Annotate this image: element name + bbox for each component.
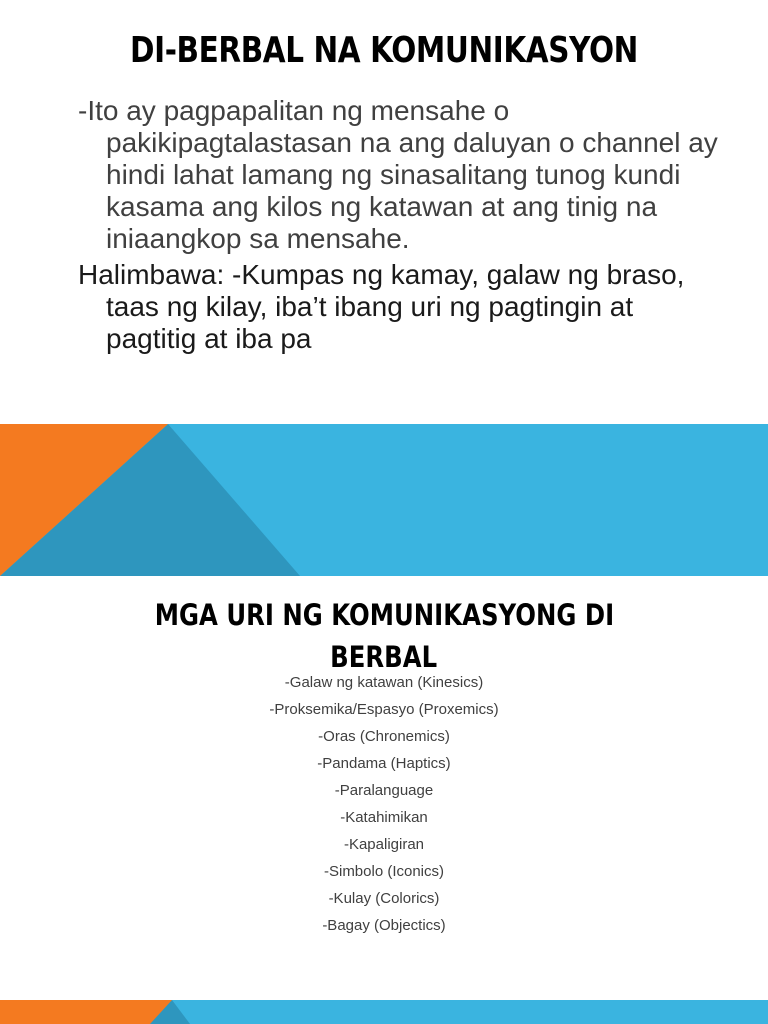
decorative-shapes — [0, 424, 768, 576]
decorative-band-bottom — [0, 1000, 768, 1024]
slide-body — [78, 95, 718, 359]
slide-2-title-line2: BERBAL — [330, 640, 438, 674]
decorative-shapes-bottom — [0, 1000, 768, 1024]
list-item: -Katahimikan — [340, 809, 428, 826]
list-item: -Galaw ng katawan (Kinesics) — [284, 674, 484, 691]
decorative-band — [0, 424, 768, 576]
slide-1 — [0, 0, 768, 424]
slide-2-title-line1: MGA URI NG KOMUNIKASYONG DI — [154, 598, 614, 632]
list-item: -Paralanguage — [334, 782, 434, 799]
list-item: -Kulay (Colorics) — [328, 890, 440, 907]
list-item: -Simbolo (Iconics) — [323, 863, 445, 880]
list-item: -Pandama (Haptics) — [317, 755, 451, 772]
band-orange-triangle — [0, 1000, 172, 1024]
list-item: -Kapaligiran — [343, 836, 425, 853]
definition-paragraph: -Ito ay pagpapalitan ng mensahe o pakikipagtalastasan na ang daluyan o channel ay hindi lahat lamang ng sinasalitang tunog kundi kasama ang kilos ng katawan at ang tinig na iniaangkop sa mensahe. — [78, 95, 718, 254]
slide-2-title — [0, 594, 768, 678]
example-paragraph: Halimbawa: -Kumpas ng kamay, galaw ng braso, taas ng kilay, iba’t ibang uri ng pagtingin at pagtitig at iba pa — [78, 259, 685, 354]
types-list — [0, 669, 768, 939]
slide-2 — [0, 576, 768, 1000]
list-item: -Oras (Chronemics) — [318, 728, 450, 745]
list-item: -Bagay (Objectics) — [322, 917, 446, 934]
slide-title: DI-BERBAL NA KOMUNIKASYON — [130, 30, 638, 71]
list-item: -Proksemika/Espasyo (Proxemics) — [269, 701, 499, 718]
